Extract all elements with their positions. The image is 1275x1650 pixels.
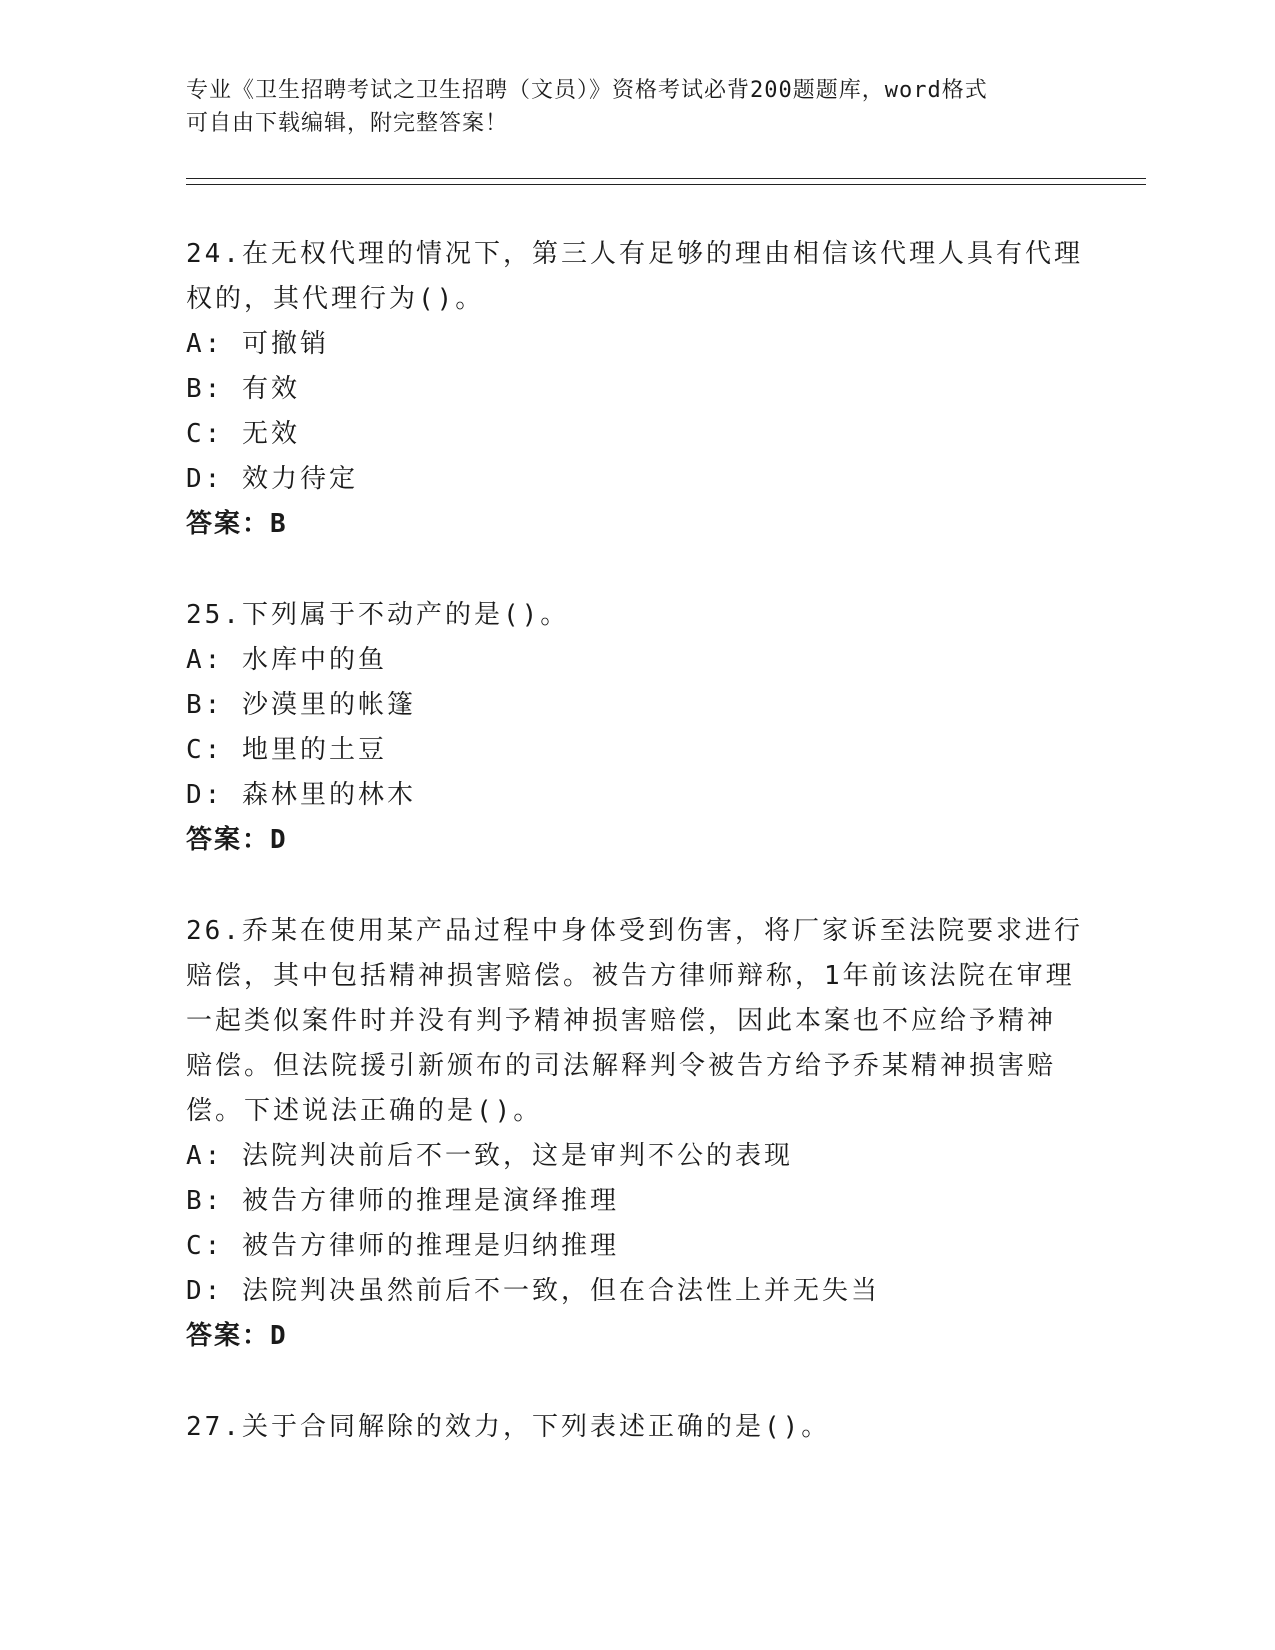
option-c: C: 地里的土豆: [186, 735, 387, 765]
option-b: B: 有效: [186, 374, 300, 404]
stem-line: 27.关于合同解除的效力，下列表述正确的是()。: [186, 1412, 831, 1442]
header-line-2: 可自由下载编辑，附完整答案！: [186, 111, 509, 136]
option-a: A: 可撤销: [186, 329, 329, 359]
stem-line: 24.在无权代理的情况下，第三人有足够的理由相信该代理人具有代理: [186, 239, 1083, 269]
question-list: [186, 232, 1086, 1496]
answer: 答案：D: [186, 825, 288, 855]
header-line-1: 专业《卫生招聘考试之卫生招聘（文员）》资格考试必背200题题库，word格式: [186, 78, 988, 103]
answer: 答案：B: [186, 509, 288, 539]
option-b: B: 被告方律师的推理是演绎推理: [186, 1186, 619, 1216]
option-d: D: 效力待定: [186, 464, 358, 494]
stem-line: 26.乔某在使用某产品过程中身体受到伤害，将厂家诉至法院要求进行: [186, 916, 1083, 946]
question-stem: [186, 593, 1086, 638]
question-25: [186, 593, 1086, 863]
option-d: D: 森林里的林木: [186, 780, 416, 810]
question-26: [186, 909, 1086, 1359]
question-24: [186, 232, 1086, 547]
question-stem: [186, 1405, 1086, 1450]
stem-line: 赔偿。但法院援引新颁布的司法解释判令被告方给予乔某精神损害赔: [186, 1051, 1057, 1081]
option-a: A: 水库中的鱼: [186, 645, 387, 675]
question-stem: [186, 232, 1086, 322]
stem-line: 一起类似案件时并没有判予精神损害赔偿，因此本案也不应给予精神: [186, 1006, 1057, 1036]
header-divider-bottom: [186, 184, 1146, 185]
stem-line: 权的，其代理行为()。: [186, 284, 485, 314]
option-c: C: 无效: [186, 419, 300, 449]
option-c: C: 被告方律师的推理是归纳推理: [186, 1231, 619, 1261]
header-divider-top: [186, 178, 1146, 179]
stem-line: 赔偿，其中包括精神损害赔偿。被告方律师辩称，1年前该法院在审理: [186, 961, 1075, 991]
stem-line: 25.下列属于不动产的是()。: [186, 600, 570, 630]
document-header: [186, 74, 1086, 140]
option-d: D: 法院判决虽然前后不一致，但在合法性上并无失当: [186, 1276, 880, 1306]
stem-line: 偿。下述说法正确的是()。: [186, 1096, 543, 1126]
option-a: A: 法院判决前后不一致，这是审判不公的表现: [186, 1141, 793, 1171]
answer: 答案：D: [186, 1321, 288, 1351]
option-b: B: 沙漠里的帐篷: [186, 690, 416, 720]
question-stem: [186, 909, 1086, 1134]
question-27: [186, 1405, 1086, 1450]
